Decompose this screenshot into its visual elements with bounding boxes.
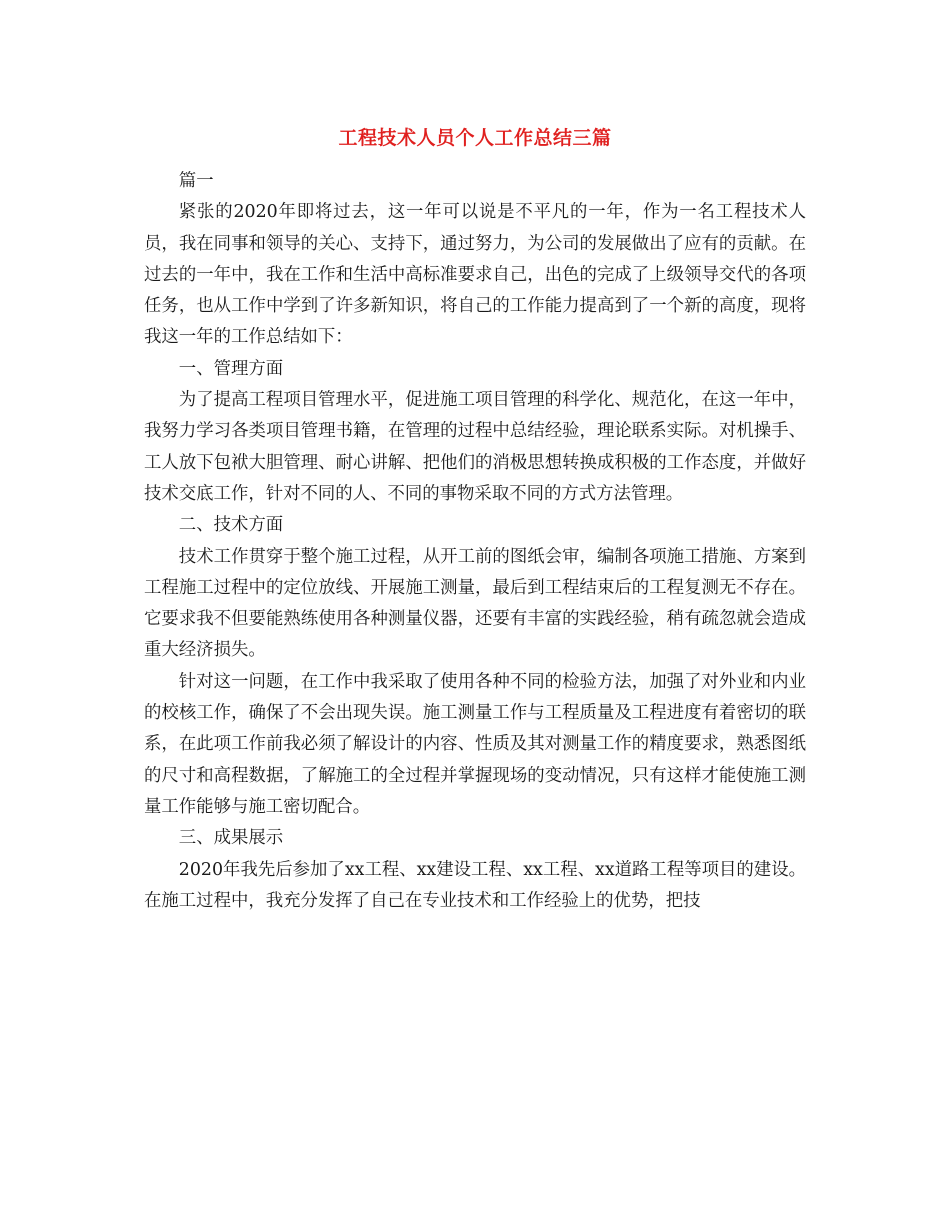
paragraph-intro: 紧张的2020年即将过去，这一年可以说是不平凡的一年，作为一名工程技术人员，我在同事和领导的关心、支持下，通过努力，为公司的发展做出了应有的贡献。在过去的一年中，我在工作和生活中高标准要求自己，出色的完成了上级领导交代的各项任务，也从工作中学到了许多新知识，将自己的工作能力提高到了一个新的高度，现将我这一年的工作总结如下： [144, 202, 806, 348]
section-heading-technical: 二、技术方面 [178, 515, 284, 536]
paragraph-management: 为了提高工程项目管理水平，促进施工项目管理的科学化、规范化，在这一年中，我努力学习各类项目管理书籍，在管理的过程中总结经验，理论联系实际。对机操手、工人放下包袱大胆管理、耐心讲解、把他们的消极思想转换成积极的工作态度，并做好技术交底工作，针对不同的人、不同的事物采取不同的方式方法管理。 [144, 390, 806, 504]
section-heading-part-one: 篇一 [178, 171, 214, 191]
document-title: 工程技术人员个人工作总结三篇 [338, 127, 612, 149]
section-heading-management: 一、管理方面 [178, 358, 284, 379]
paragraph-results: 2020年我先后参加了xx工程、xx建设工程、xx工程、xx道路工程等项目的建设。在施工过程中，我充分发挥了自己在专业技术和工作经验上的优势，把技 [144, 859, 806, 911]
paragraph-technical-measures: 针对这一问题，在工作中我采取了使用各种不同的检验方法，加强了对外业和内业的校核工作，确保了不会出现失误。施工测量工作与工程质量及工程进度有着密切的联系，在此项工作前我必须了解设计的内容、性质及其对测量工作的精度要求，熟悉图纸的尺寸和高程数据，了解施工的全过程并掌握现场的变动情况，只有这样才能使施工测量工作能够与施工密切配合。 [144, 671, 806, 817]
paragraph-technical: 技术工作贯穿于整个施工过程，从开工前的图纸会审，编制各项施工措施、方案到工程施工过程中的定位放线、开展施工测量，最后到工程结束后的工程复测无不存在。它要求我不但要能熟练使用各种测量仪器，还要有丰富的实践经验，稍有疏忽就会造成重大经济损失。 [144, 546, 806, 661]
document-body [144, 166, 806, 917]
section-heading-results: 三、成果展示 [178, 828, 284, 849]
